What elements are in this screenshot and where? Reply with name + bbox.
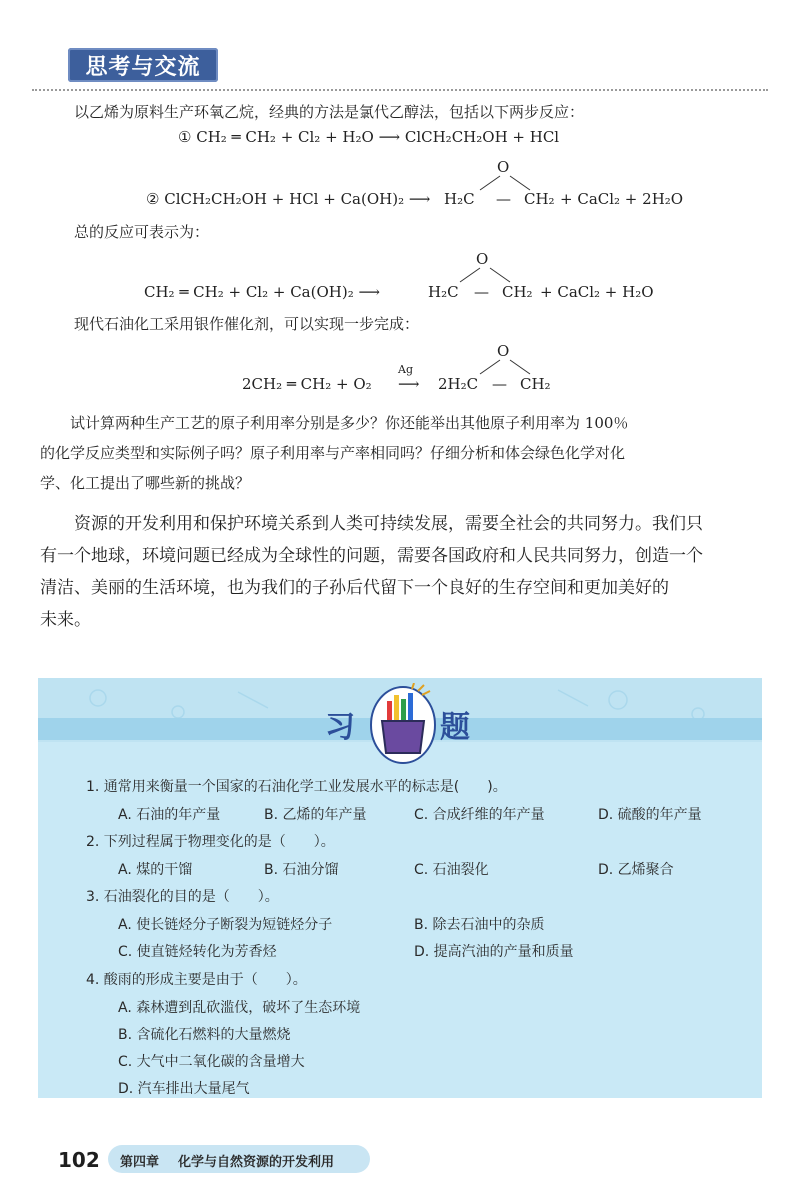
epoxide-bond-2 [452,264,522,284]
equation-2-ring-dash: — [496,190,511,208]
pencil-cup-icon [368,683,438,765]
dotted-divider [32,89,768,91]
question-line: 试计算两种生产工艺的原子利用率分别是多少？你还能举出其他原子利用率为 100％ [40,414,629,432]
page-number: 102 [58,1148,100,1172]
modern-label: 现代石油化工采用银作催化剂，可以实现一步完成： [74,315,420,333]
q1-option-b: B. 乙烯的年产量 [264,807,367,823]
q3-option-a: A. 使长链烃分子断裂为短链烃分子 [118,917,333,933]
body-line: 清洁、美丽的生活环境，也为我们的子孙后代留下一个良好的生存空间和更加美好的 [40,578,669,598]
epoxide-bond-1 [470,172,540,192]
ring-oxygen-2: O [476,250,489,268]
equation-4-ring-left: 2H₂C [438,375,479,393]
equation-3-left: CH₂ ═ CH₂ + Cl₂ + Ca(OH)₂ ⟶ [144,283,380,301]
equation-3-ring-dash: — [474,283,489,301]
question-2: 2. 下列过程属于物理变化的是（ ）。 [86,834,335,850]
equation-4-arrow: ⟶ [398,375,420,393]
question-3: 3. 石油裂化的目的是（ ）。 [86,889,279,905]
epoxide-bond-3 [470,356,540,376]
equation-2-right: + CaCl₂ + 2H₂O [560,190,684,208]
section-tag: 思考与交流 [68,48,218,82]
equation-1: ① CH₂ ═ CH₂ + Cl₂ + H₂O ⟶ ClCH₂CH₂OH + HCl [178,128,560,146]
q4-option-d: D. 汽车排出大量尾气 [118,1081,250,1097]
question-line: 学、化工提出了哪些新的挑战？ [40,474,251,492]
chapter-number: 第四章 [120,1155,160,1170]
catalyst-label: Ag [398,363,413,376]
ring-oxygen-1: O [497,158,510,176]
body-paragraph [40,508,770,636]
q2-option-a: A. 煤的干馏 [118,862,193,878]
equation-4-ring-dash: — [492,375,507,393]
q3-option-c: C. 使直链烃转化为芳香烃 [118,944,277,960]
q3-option-b: B. 除去石油中的杂质 [414,917,545,933]
equation-4-ring-right: CH₂ [520,375,551,393]
equation-2-ring-left: H₂C [444,190,475,208]
exercise-title-right: 题 [440,710,470,745]
q1-option-c: C. 合成纤维的年产量 [414,807,545,823]
q2-option-b: B. 石油分馏 [264,862,339,878]
equation-3-ring-left: H₂C [428,283,459,301]
q4-option-c: C. 大气中二氧化碳的含量增大 [118,1054,305,1070]
equation-3-right: + CaCl₂ + H₂O [540,283,654,301]
body-line: 有一个地球，环境问题已经成为全球性的问题，需要各国政府和人民共同努力，创造一个 [40,546,703,566]
equation-4-left: 2CH₂ ═ CH₂ + O₂ [242,375,372,393]
intro-text: 以乙烯为原料生产环氧乙烷，经典的方法是氯代乙醇法，包括以下两步反应： [74,103,585,121]
body-line: 资源的开发利用和保护环境关系到人类可持续发展，需要全社会的共同努力。我们只 [40,514,703,534]
q3-option-d: D. 提高汽油的产量和质量 [414,944,574,960]
question-line: 的化学反应类型和实际例子吗？原子利用率与产率相同吗？仔细分析和体会绿色化学对化 [40,444,626,462]
equation-3-ring-right: CH₂ [502,283,533,301]
q2-option-d: D. 乙烯聚合 [598,862,674,878]
q4-option-a: A. 森林遭到乱砍滥伐，破坏了生态环境 [118,1000,361,1016]
q1-option-a: A. 石油的年产量 [118,807,221,823]
q2-option-c: C. 石油裂化 [414,862,489,878]
exercise-title-left: 习 [325,710,355,745]
equation-2-left: ② ClCH₂CH₂OH + HCl + Ca(OH)₂ ⟶ [146,190,431,208]
chapter-title: 化学与自然资源的开发利用 [178,1155,335,1170]
question-1: 1. 通常用来衡量一个国家的石油化学工业发展水平的标志是( )。 [86,779,507,795]
equation-2-ring-right: CH₂ [524,190,555,208]
question-4: 4. 酸雨的形成主要是由于（ ）。 [86,972,307,988]
body-line: 未来。 [40,610,91,630]
q1-option-d: D. 硫酸的年产量 [598,807,702,823]
q4-option-b: B. 含硫化石燃料的大量燃烧 [118,1027,291,1043]
question-paragraph [40,408,770,498]
ring-oxygen-3: O [497,342,510,360]
total-label: 总的反应可表示为： [74,223,210,241]
